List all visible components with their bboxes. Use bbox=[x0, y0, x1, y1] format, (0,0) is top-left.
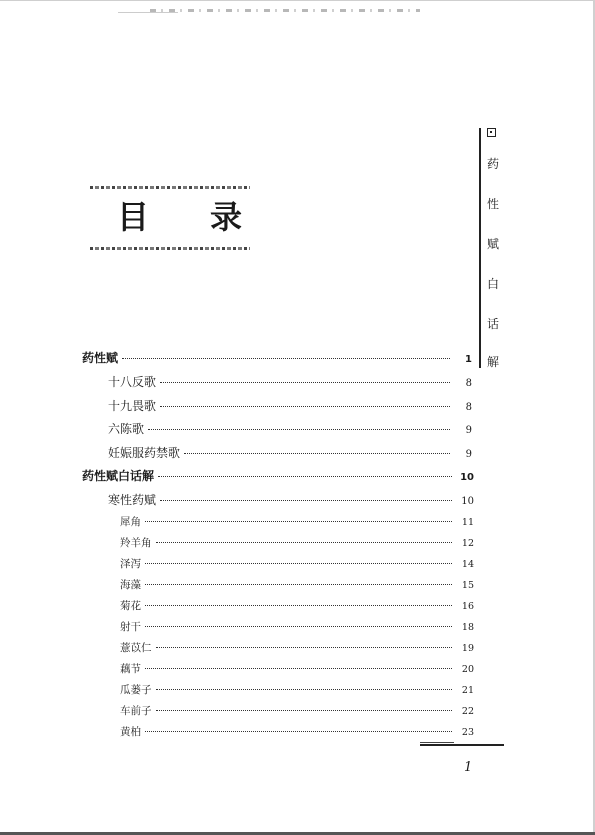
toc-entry[interactable] bbox=[120, 514, 474, 529]
dot-leader bbox=[160, 406, 450, 407]
toc-entry-page: 11 bbox=[461, 517, 474, 528]
toc-entry[interactable] bbox=[120, 724, 474, 739]
toc-entry[interactable] bbox=[120, 703, 474, 718]
side-tab-rule bbox=[479, 128, 481, 368]
dot-leader bbox=[184, 453, 450, 454]
dot-leader bbox=[156, 710, 453, 711]
toc-entry[interactable] bbox=[120, 556, 474, 571]
toc-entry-title: 寒性药赋 bbox=[108, 493, 157, 507]
toc-entry-page: 20 bbox=[461, 664, 474, 675]
side-tab-char: 赋 bbox=[486, 237, 499, 251]
toc-entry[interactable] bbox=[120, 640, 474, 655]
toc-entry[interactable] bbox=[108, 373, 472, 390]
title-top-ornament bbox=[90, 186, 250, 189]
scan-artifact-2 bbox=[118, 12, 178, 13]
toc-entry-title: 药性赋 bbox=[82, 351, 119, 365]
toc-entry-title: 妊娠服药禁歌 bbox=[108, 446, 181, 460]
toc-entry[interactable] bbox=[108, 397, 472, 414]
toc-entry-page: 18 bbox=[461, 622, 474, 633]
toc-entry-title: 瓜蒌子 bbox=[120, 684, 152, 696]
dot-leader bbox=[145, 605, 452, 606]
toc-entry-title: 车前子 bbox=[120, 705, 152, 717]
dot-leader bbox=[145, 563, 452, 564]
side-tab-char: 解 bbox=[486, 355, 499, 369]
title-char-2: 录 bbox=[210, 198, 243, 236]
side-tab-char: 白 bbox=[486, 277, 499, 291]
toc-entry-page: 19 bbox=[461, 643, 474, 654]
title-char-1: 目 bbox=[117, 198, 150, 236]
dot-leader bbox=[160, 382, 450, 383]
dot-leader bbox=[156, 647, 453, 648]
footer-ornament bbox=[420, 742, 454, 743]
toc-entry-page: 10 bbox=[460, 472, 474, 483]
toc-entry[interactable] bbox=[120, 619, 474, 634]
toc-entry-title: 药性赋白话解 bbox=[82, 469, 155, 483]
page-number: 1 bbox=[464, 760, 473, 775]
title-bottom-ornament bbox=[90, 247, 250, 250]
dot-leader bbox=[145, 731, 452, 732]
toc-entry-page: 1 bbox=[465, 354, 472, 365]
toc-entry[interactable] bbox=[108, 420, 472, 437]
toc-entry-title: 十九畏歌 bbox=[108, 399, 157, 413]
toc-entry-title: 菊花 bbox=[120, 600, 141, 612]
dot-leader bbox=[122, 358, 450, 359]
toc-entry-page: 21 bbox=[461, 685, 474, 696]
dot-leader bbox=[158, 476, 452, 477]
toc-entry-title: 射干 bbox=[120, 621, 141, 633]
page-top-edge bbox=[0, 0, 595, 1]
toc-entry-page: 16 bbox=[461, 601, 474, 612]
toc-entry-page: 10 bbox=[461, 496, 474, 507]
toc-entry-title: 藕节 bbox=[120, 663, 141, 675]
dot-leader bbox=[145, 521, 452, 522]
dot-leader bbox=[145, 584, 452, 585]
toc-entry[interactable] bbox=[108, 444, 472, 461]
page-title bbox=[92, 192, 252, 240]
toc-entry-page: 8 bbox=[465, 378, 472, 389]
toc-entry-page: 12 bbox=[461, 538, 474, 549]
toc-entry-page: 14 bbox=[461, 559, 474, 570]
toc-entry[interactable] bbox=[120, 598, 474, 613]
toc-entry[interactable] bbox=[108, 491, 474, 508]
side-tab-char: 话 bbox=[486, 317, 499, 331]
toc-entry[interactable] bbox=[120, 535, 474, 550]
dot-leader bbox=[145, 668, 452, 669]
scan-artifact bbox=[150, 9, 420, 12]
toc-entry-page: 22 bbox=[461, 706, 474, 717]
toc-entry-title: 十八反歌 bbox=[108, 375, 157, 389]
dot-leader bbox=[160, 500, 452, 501]
dot-leader bbox=[156, 542, 453, 543]
toc-entry-title: 犀角 bbox=[120, 516, 141, 528]
side-tab-char: 药 bbox=[486, 157, 499, 171]
dot-leader bbox=[145, 626, 452, 627]
toc-entry-title: 黄柏 bbox=[120, 726, 141, 738]
side-tab-char: 性 bbox=[486, 197, 499, 211]
toc-entry[interactable] bbox=[120, 577, 474, 592]
toc-entry-title: 海藻 bbox=[120, 579, 141, 591]
toc-entry-title: 六陈歌 bbox=[108, 422, 145, 436]
toc-entry-title: 薏苡仁 bbox=[120, 642, 152, 654]
toc-entry[interactable] bbox=[82, 467, 474, 484]
dot-leader bbox=[156, 689, 453, 690]
toc-entry-title: 泽泻 bbox=[120, 558, 141, 570]
toc-entry-page: 9 bbox=[465, 449, 472, 460]
toc-entry-title: 羚羊角 bbox=[120, 537, 152, 549]
footer-rule bbox=[420, 744, 504, 746]
dot-leader bbox=[148, 429, 450, 430]
toc-entry[interactable] bbox=[120, 661, 474, 676]
toc-entry-page: 8 bbox=[465, 402, 472, 413]
toc-entry[interactable] bbox=[82, 349, 472, 366]
toc-entry-page: 23 bbox=[461, 727, 474, 738]
square-bullet-icon bbox=[487, 128, 496, 137]
toc-entry[interactable] bbox=[120, 682, 474, 697]
toc-entry-page: 15 bbox=[461, 580, 474, 591]
toc-entry-page: 9 bbox=[465, 425, 472, 436]
